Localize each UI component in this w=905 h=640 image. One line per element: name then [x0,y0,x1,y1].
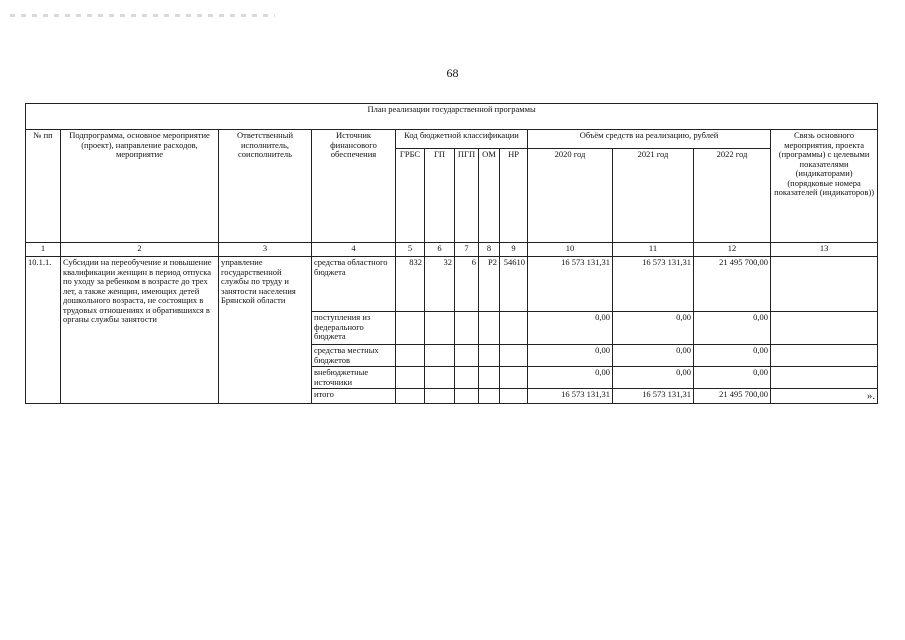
column-index: 10 [528,243,613,257]
code-pgp [455,389,479,404]
program-plan-table [25,103,878,404]
column-index: 6 [425,243,455,257]
code-om [479,389,500,404]
code-pgp: 6 [455,257,479,312]
column-index: 4 [312,243,396,257]
amount-2020: 16 573 131,31 [528,389,613,404]
amount-2022: 21 495 700,00 [694,257,771,312]
source-name: внебюджетные источники [312,367,396,389]
amount-2022: 0,00 [694,345,771,367]
code-om [479,312,500,345]
code-gp [425,345,455,367]
code-pgp [455,312,479,345]
header-pgp: ПГП [455,149,479,243]
amount-2021: 0,00 [613,367,694,389]
row-subprogram: Субсидии на переобучение и повышение квалификации женщин в период отпуска по уходу за ребенком в возрасте до трех лет, а также женщин, имеющих детей дошкольного возраста, не состоящих в трудовых отношениях и обратившихся в органы службы занятости [61,257,219,404]
amount-2020: 0,00 [528,312,613,345]
column-index: 8 [479,243,500,257]
code-np [500,389,528,404]
header-grbs: ГРБС [396,149,425,243]
column-index: 2 [61,243,219,257]
source-name: итого [312,389,396,404]
code-np [500,367,528,389]
amount-2022: 21 495 700,00 [694,389,771,404]
code-grbs [396,389,425,404]
code-gp [425,312,455,345]
header-num: № пп [26,130,61,243]
code-np: 54610 [500,257,528,312]
amount-2022: 0,00 [694,312,771,345]
table-title: План реализации государственной программы [26,104,878,130]
page-number: 68 [446,66,459,80]
scan-artifact [10,14,275,17]
code-pgp [455,367,479,389]
amount-2020: 0,00 [528,367,613,389]
header-budget-code: Код бюджетной классификации [396,130,528,149]
indicator-link [771,367,878,389]
closing-quote: ». [771,389,878,404]
column-index: 5 [396,243,425,257]
header-responsible: Ответственный исполнитель, соисполнитель [219,130,312,243]
code-pgp [455,345,479,367]
code-grbs [396,367,425,389]
header-gp: ГП [425,149,455,243]
indicator-link [771,257,878,312]
row-number: 10.1.1. [26,257,61,404]
amount-2020: 0,00 [528,345,613,367]
source-name: поступления из федерального бюджета [312,312,396,345]
code-gp: 32 [425,257,455,312]
header-2022: 2022 год [694,149,771,243]
column-index: 11 [613,243,694,257]
amount-2021: 0,00 [613,312,694,345]
code-om: P2 [479,257,500,312]
header-funding: Объём средств на реализацию, рублей [528,130,771,149]
source-name: средства местных бюджетов [312,345,396,367]
header-subprogram: Подпрограмма, основное мероприятие (проект), направление расходов, мероприятие [61,130,219,243]
indicator-link [771,345,878,367]
row-responsible: управление государственной службы по труду и занятости населения Брянской области [219,257,312,404]
amount-2022: 0,00 [694,367,771,389]
source-name: средства областного бюджета [312,257,396,312]
code-grbs: 832 [396,257,425,312]
header-om: ОМ [479,149,500,243]
header-np: НР [500,149,528,243]
header-2020: 2020 год [528,149,613,243]
amount-2020: 16 573 131,31 [528,257,613,312]
header-2021: 2021 год [613,149,694,243]
code-np [500,312,528,345]
column-index: 9 [500,243,528,257]
amount-2021: 16 573 131,31 [613,389,694,404]
column-index: 13 [771,243,878,257]
code-grbs [396,345,425,367]
indicator-link [771,312,878,345]
header-link: Связь основного мероприятия, проекта (программы) с целевыми показателями (индикаторами) (порядковые номера показателей (индикаторов)) [771,130,878,243]
code-om [479,345,500,367]
header-source: Источник финансового обеспечения [312,130,396,243]
amount-2021: 0,00 [613,345,694,367]
code-grbs [396,312,425,345]
amount-2021: 16 573 131,31 [613,257,694,312]
code-om [479,367,500,389]
column-index: 7 [455,243,479,257]
column-index: 12 [694,243,771,257]
column-index: 1 [26,243,61,257]
code-np [500,345,528,367]
column-index: 3 [219,243,312,257]
code-gp [425,389,455,404]
code-gp [425,367,455,389]
